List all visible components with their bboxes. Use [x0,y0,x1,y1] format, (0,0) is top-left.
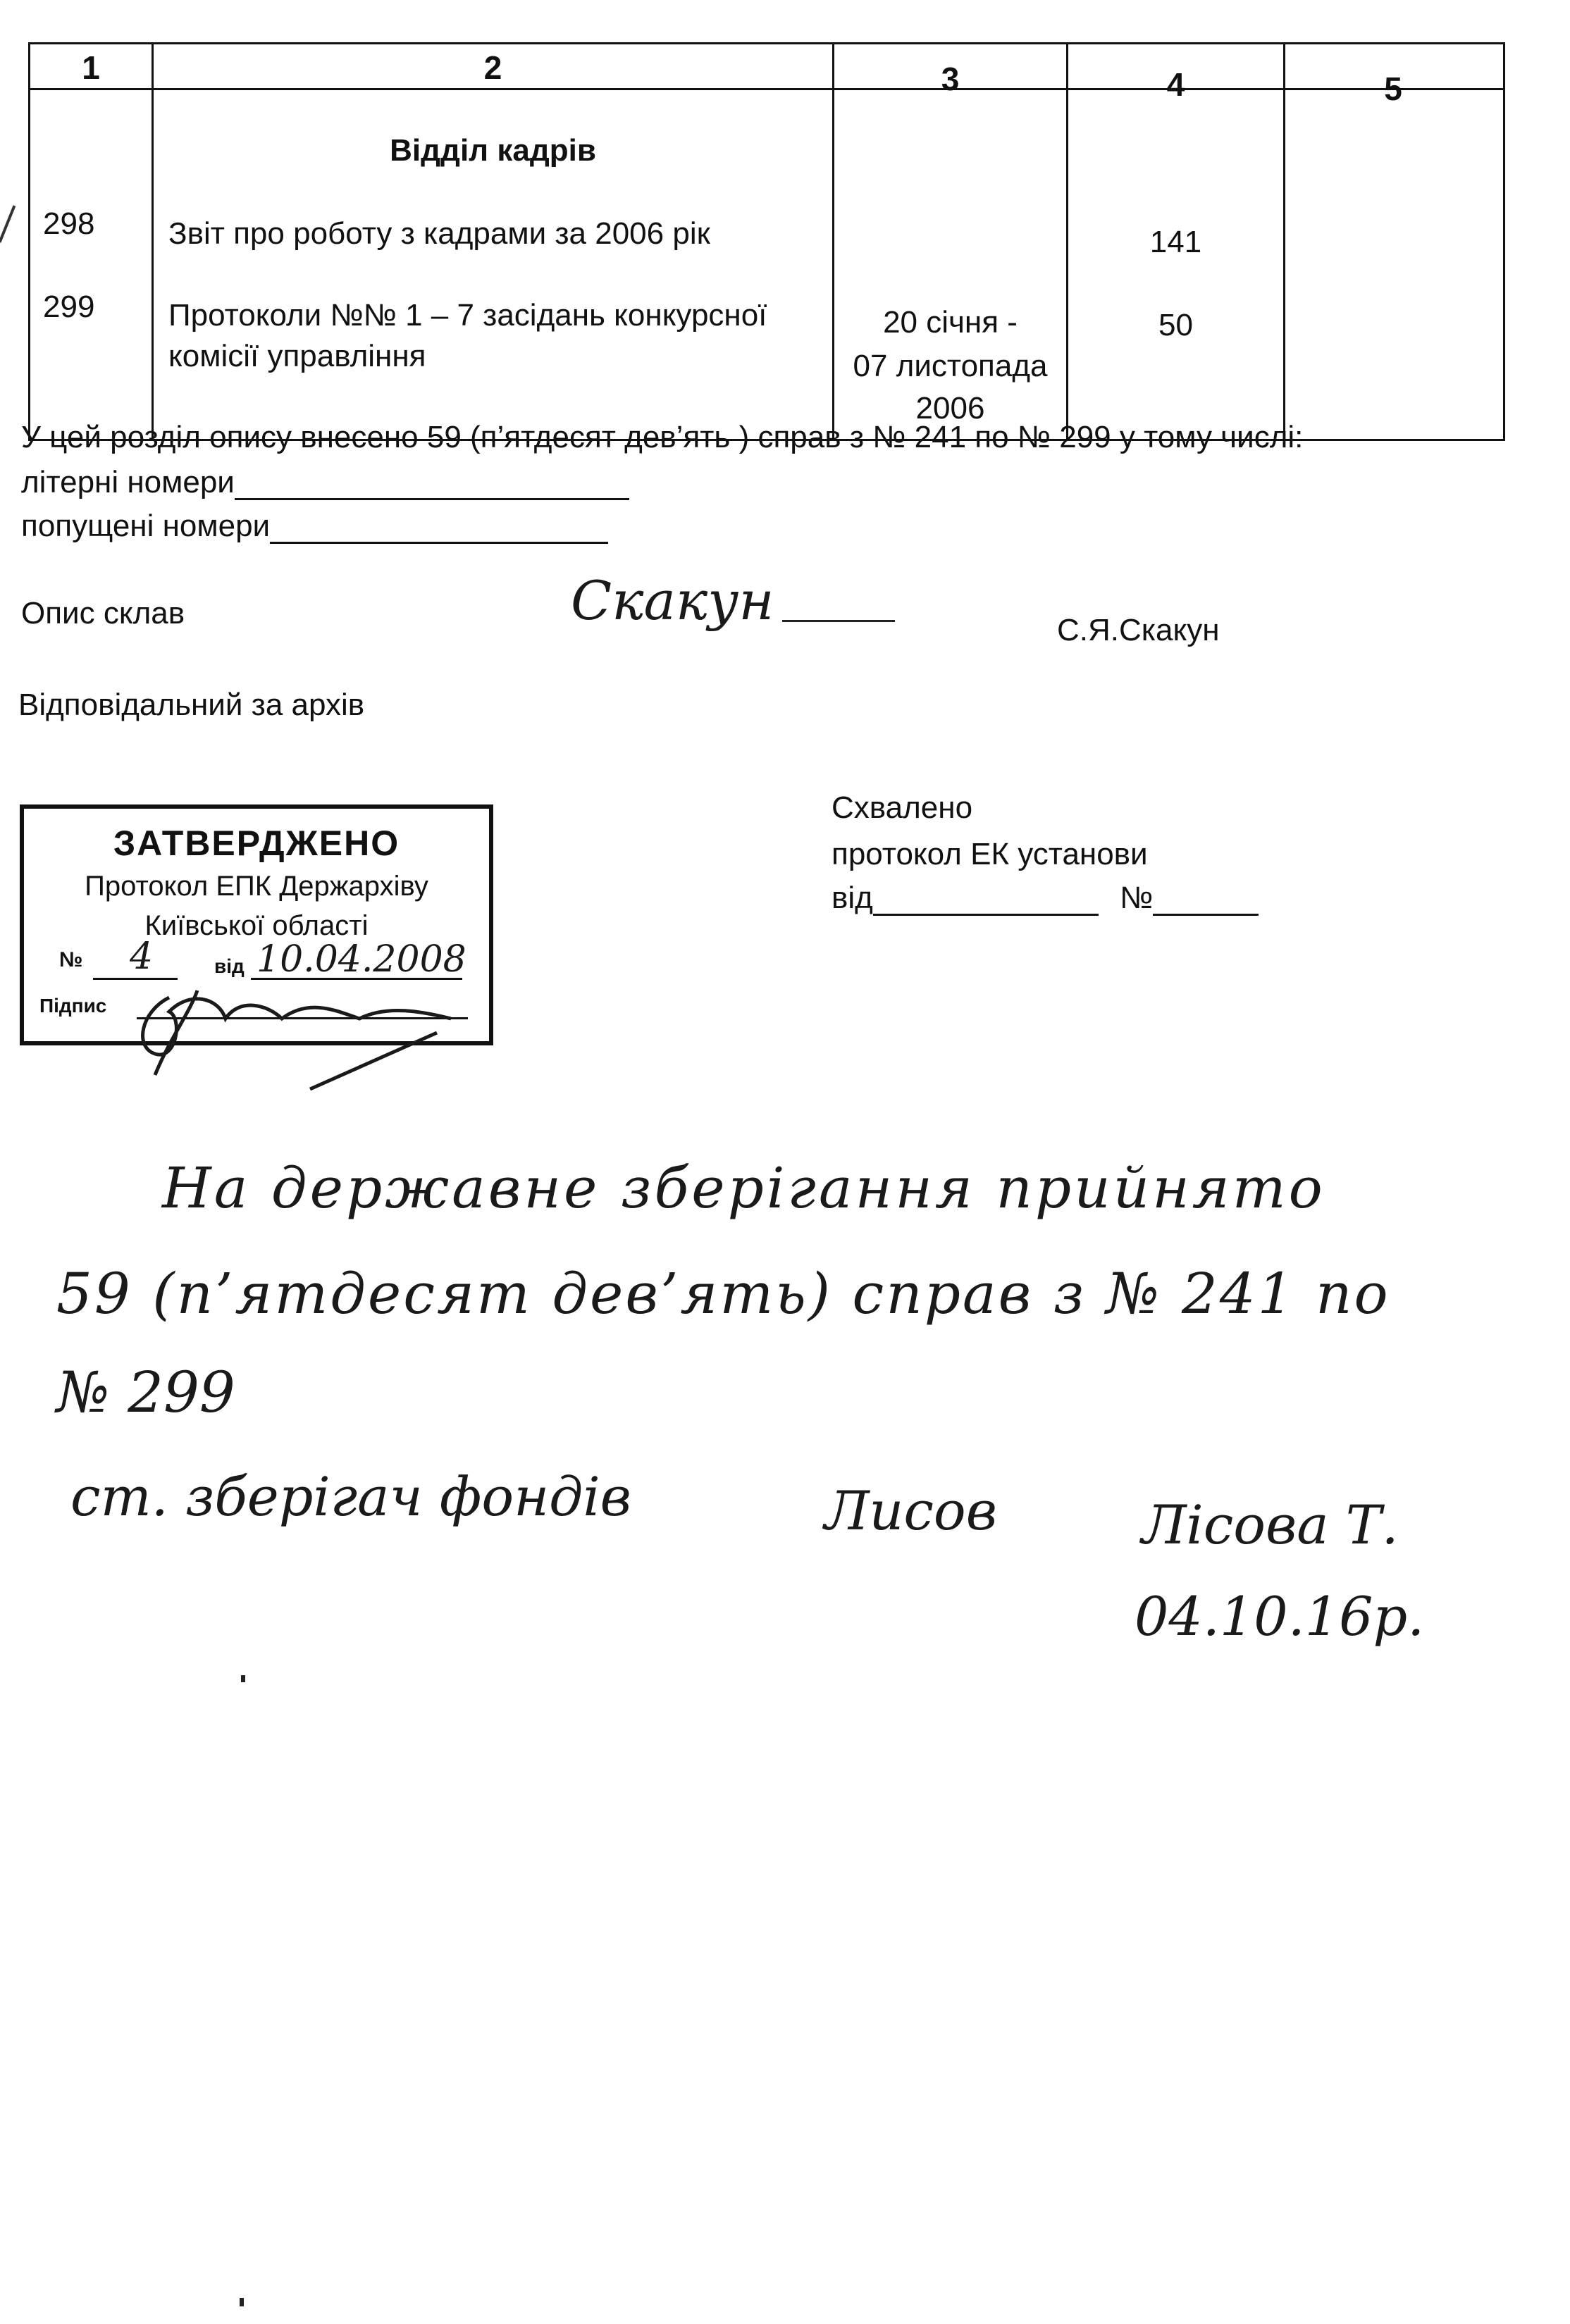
compiled-by-label: Опис склав [21,596,185,630]
stamp-sign-label: Підпис [39,995,107,1017]
letter-numbers-label: літерні номери [21,465,235,499]
row-299-title-line1: Протоколи №№ 1 – 7 засідань конкурсної [168,298,767,333]
column-header-4: 4 [1166,66,1185,103]
row-299-dates-line3: 2006 [915,391,985,425]
summary-line: У цей розділ опису внесено 59 (п’ятдесят дев’ять ) справ з № 241 по № 299 у тому числі: [21,420,1304,454]
row-299-pages: 50 [1158,308,1193,342]
approved-number-blank [1153,914,1259,916]
handwritten-signature: Лисов [824,1479,997,1542]
skipped-numbers-blank [270,542,608,544]
compiled-signature: Скакун [571,569,774,632]
row-298-title: Звіт про роботу з кадрами за 2006 рік [168,216,710,251]
approved-line3 [832,881,1259,916]
handwritten-date: 04.10.16р. [1135,1585,1425,1648]
row-299-dates-line2: 07 листопада [853,349,1048,383]
handwritten-line1: На державне зберігання прийнято [162,1155,1325,1221]
column-header-1: 1 [82,49,100,86]
approved-line1: Схвалено [832,790,973,825]
handwritten-role: ст. зберігач фондів [70,1465,631,1528]
column-header-5: 5 [1384,70,1402,107]
section-title: Відділ кадрів [390,133,596,168]
row-298-number: 298 [43,206,95,241]
stamp-date-value: 10.04.2008 [256,938,466,981]
row-299-dates-line1: 20 січня - [883,305,1018,340]
row-299-title-line2: комісії управління [168,339,426,373]
archive-responsible-label: Відповідальний за архів [18,688,365,722]
column-header-3: 3 [941,61,960,97]
handwritten-name: Лісова Т. [1142,1493,1399,1556]
stamp-line2: Київської області [144,910,369,941]
row-299-number: 299 [43,290,95,324]
stamp-number-value: 4 [130,936,154,978]
column-divider [152,44,154,439]
skipped-numbers-label: попущені номери [21,509,271,543]
signature-underline [782,620,895,622]
margin-mark [0,205,16,242]
inventory-table [28,42,1505,441]
approved-number-label: № [1120,881,1154,915]
stamp-number-label: № [59,948,83,971]
stamp-signature-scribble [127,969,521,1096]
row-298-pages: 141 [1149,225,1202,259]
compiled-name: С.Я.Скакун [1057,613,1220,647]
stamp-title: ЗАТВЕРДЖЕНО [113,824,400,863]
skipped-numbers-row [21,509,608,544]
stamp-line1: Протокол ЕПК Держархіву [85,871,428,902]
letter-numbers-row [21,465,629,500]
handwritten-line3: № 299 [56,1360,235,1425]
letter-numbers-blank [235,498,629,500]
handwritten-line2: 59 (п’ятдесят дев’ять) справ з № 241 по [56,1261,1390,1326]
scan-speck [241,1675,245,1682]
approved-date-blank [873,914,1099,916]
approved-date-label: від [832,881,873,915]
stamp-date-label: від [214,955,245,977]
approved-line2: протокол ЕК установи [832,837,1148,871]
column-header-2: 2 [483,49,502,86]
scan-speck [240,2298,244,2306]
